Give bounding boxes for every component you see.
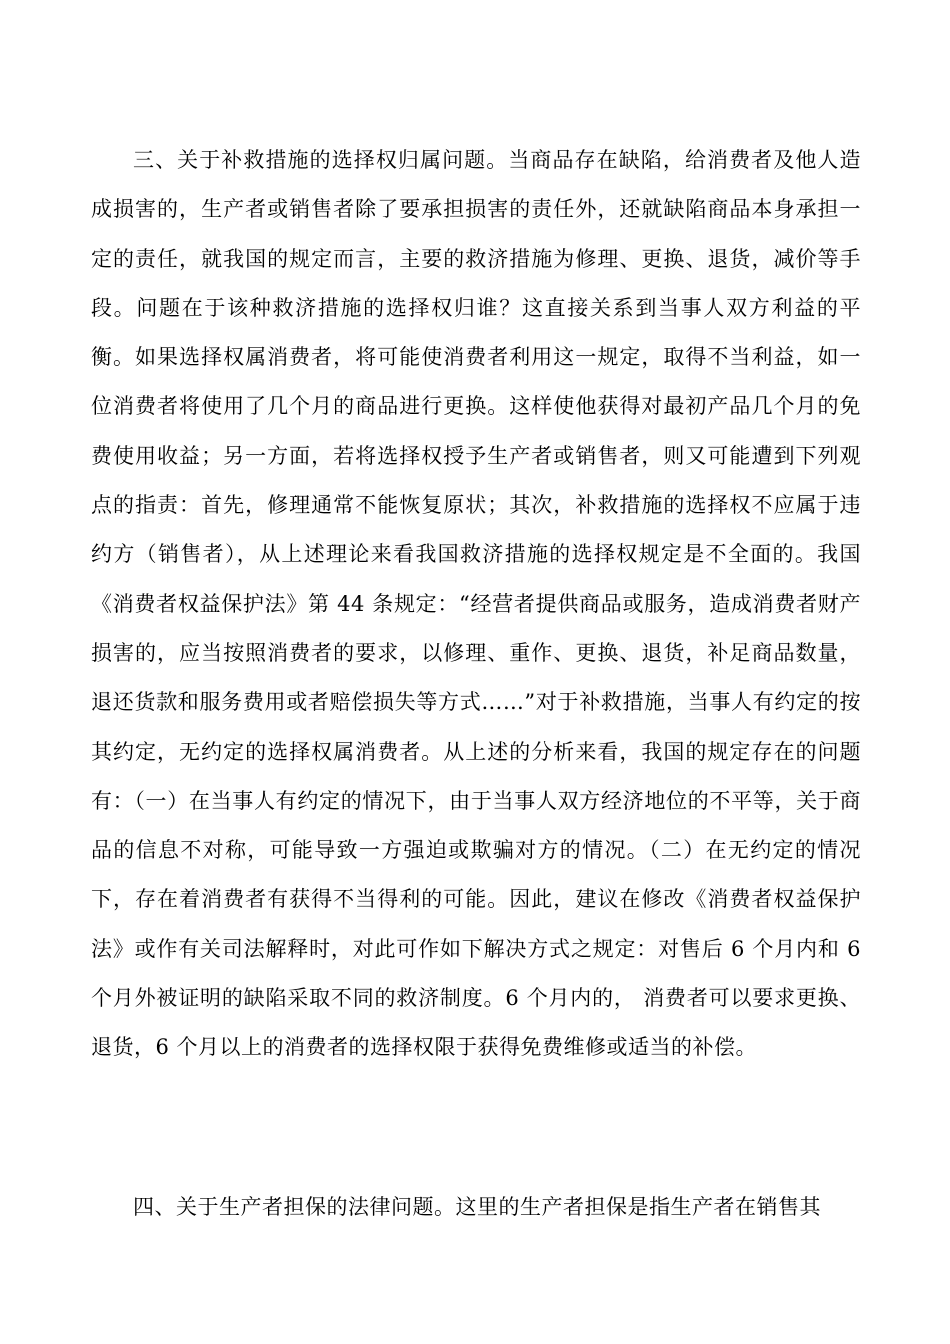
- paragraph-section-three: 三、关于补救措施的选择权归属问题。当商品存在缺陷，给消费者及他人造成损害的，生产者或销售者除了要承担损害的责任外，还就缺陷商品本身承担一定的责任，就我国的规定而言，主要的救济措施为修理、更换、退货，减价等手段。问题在于该种救济措施的选择权归谁？这直接关系到当事人双方利益的平衡。如果选择权属消费者，将可能使消费者利用这一规定，取得不当利益，如一位消费者将使用了几个月的商品进行更换。这样使他获得对最初产品几个月的免费使用收益；另一方面，若将选择权授予生产者或销售者，则又可能遭到下列观点的指责：首先，修理通常不能恢复原状；其次，补救措施的选择权不应属于违约方（销售者），从上述理论来看我国救济措施的选择权规定是不全面的。我国《消费者权益保护法》第 44 条规定：“经营者提供商品或服务，造成消费者财产损害的，应当按照消费者的要求，以修理、重作、更换、退货，补足商品数量，退还货款和服务费用或者赔偿损失等方式……”对于补救措施，当事人有约定的按其约定，无约定的选择权属消费者。从上述的分析来看，我国的规定存在的问题有：（一）在当事人有约定的情况下，由于当事人双方经济地位的不平等，关于商品的信息不对称，可能导致一方强迫或欺骗对方的情况。（二）在无约定的情况下，存在着消费者有获得不当得利的可能。因此，建议在修改《消费者权益保护法》或作有关司法解释时，对此可作如下解决方式之规定：对售后 6 个月内和 6 个月外被证明的缺陷采取不同的救济制度。6 个月内的， 消费者可以要求更换、退货，6 个月以上的消费者的选择权限于获得免费维修或适当的补偿。: [91, 148, 861, 1060]
- paragraph-section-four: 四、关于生产者担保的法律问题。这里的生产者担保是指生产者在销售其: [133, 1195, 821, 1219]
